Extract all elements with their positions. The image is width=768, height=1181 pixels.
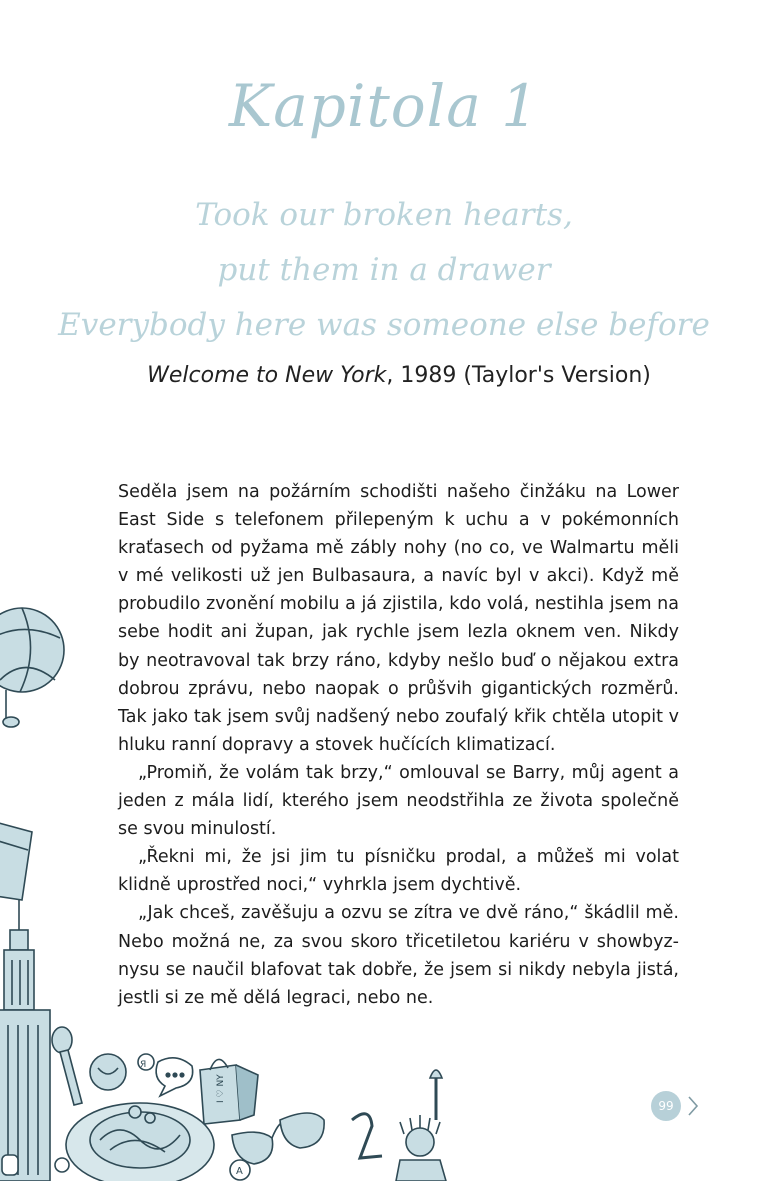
ball-icon — [0, 608, 64, 692]
epigraph-line: Took our broken hearts, — [195, 197, 573, 233]
bag-text: I ♡ NY — [216, 1074, 226, 1103]
epigraph-line: Everybody here was someone else before — [58, 307, 710, 343]
song-title: Welcome to New York — [147, 363, 387, 388]
paragraph: „Jak chceš, zavěšuju a ozvu se zítra ve dvě ráno,“ škádlil mě. Nebo možná ne, za svou skoro třicetiletou kariéru v showbyznysu se naučil blafovat tak dobře, že jsem si nikdy nebyla jistá, jestli si ze mě dělá legraci, nebo ne. — [118, 903, 679, 1008]
smiling-devil-emoji-icon — [90, 1054, 126, 1090]
paragraph: „Řekni mi, že jsi jim tu písničku prodal, a můžeš mi volat klidně uprostřed noci,“ vyhrkla jsem dychtivě. — [118, 847, 679, 896]
statue-of-liberty-icon — [396, 1070, 446, 1181]
chevron-right-icon[interactable] — [686, 1095, 700, 1117]
spaghetti-plate-icon — [66, 1103, 214, 1181]
new-york-doodles-illustration — [0, 600, 470, 1181]
epigraph-line: put them in a drawer — [217, 252, 551, 288]
page-number-badge: 99 — [651, 1091, 681, 1121]
shopping-bag-icon — [200, 1059, 258, 1124]
paragraph: Seděla jsem na požárním schodišti našeho činžáku na Lower East Side s telefonem přilepeným k uchu a v pokémonních kraťasech od pyžama mě zábly nohy (no co, ve Walmartu měli v mé velikosti už jen Bulbasaura, a navíc byl v akci). Když mě probudilo zvonění mobilu a já zjistila, kdo volá, nestihla jsem na sebe hodit ani župan, jak rychle jsem lezla oknem ven. Nikdy by neotravoval tak brzy ráno, kdyby nešlo buď o nějakou extra dobrou zprávu, nebo naopak o průšvih gigantických rozměrů. Tak jako tak jsem svůj nadšený nebo zoufalý křik chtěla utopit v hluku ranní dopravy a stovek hučících klimatizací. — [118, 482, 679, 755]
speech-bubble-icon — [156, 1058, 193, 1096]
epigraph — [0, 188, 768, 353]
chapter-title: Kapitola 1 — [228, 72, 540, 140]
coffee-cup-icon — [0, 822, 32, 900]
sunglasses-icon — [232, 1113, 324, 1164]
paragraph: „Promiň, že volám tak brzy,“ omlouval se Barry, můj agent a jeden z mála lidí, kterého jsem neodstřihla ze života společně se svou minulostí. — [118, 762, 679, 840]
epigraph-source — [0, 363, 768, 388]
microphone-icon — [52, 1027, 82, 1105]
music-note-icon — [3, 690, 19, 727]
sticker-text: Я — [140, 1060, 147, 1070]
empire-state-building-icon — [0, 900, 50, 1181]
letter-shape-icon — [352, 1114, 382, 1158]
letter-badge-text: A — [236, 1166, 243, 1177]
album-info: , 1989 (Taylor's Version) — [386, 363, 651, 388]
